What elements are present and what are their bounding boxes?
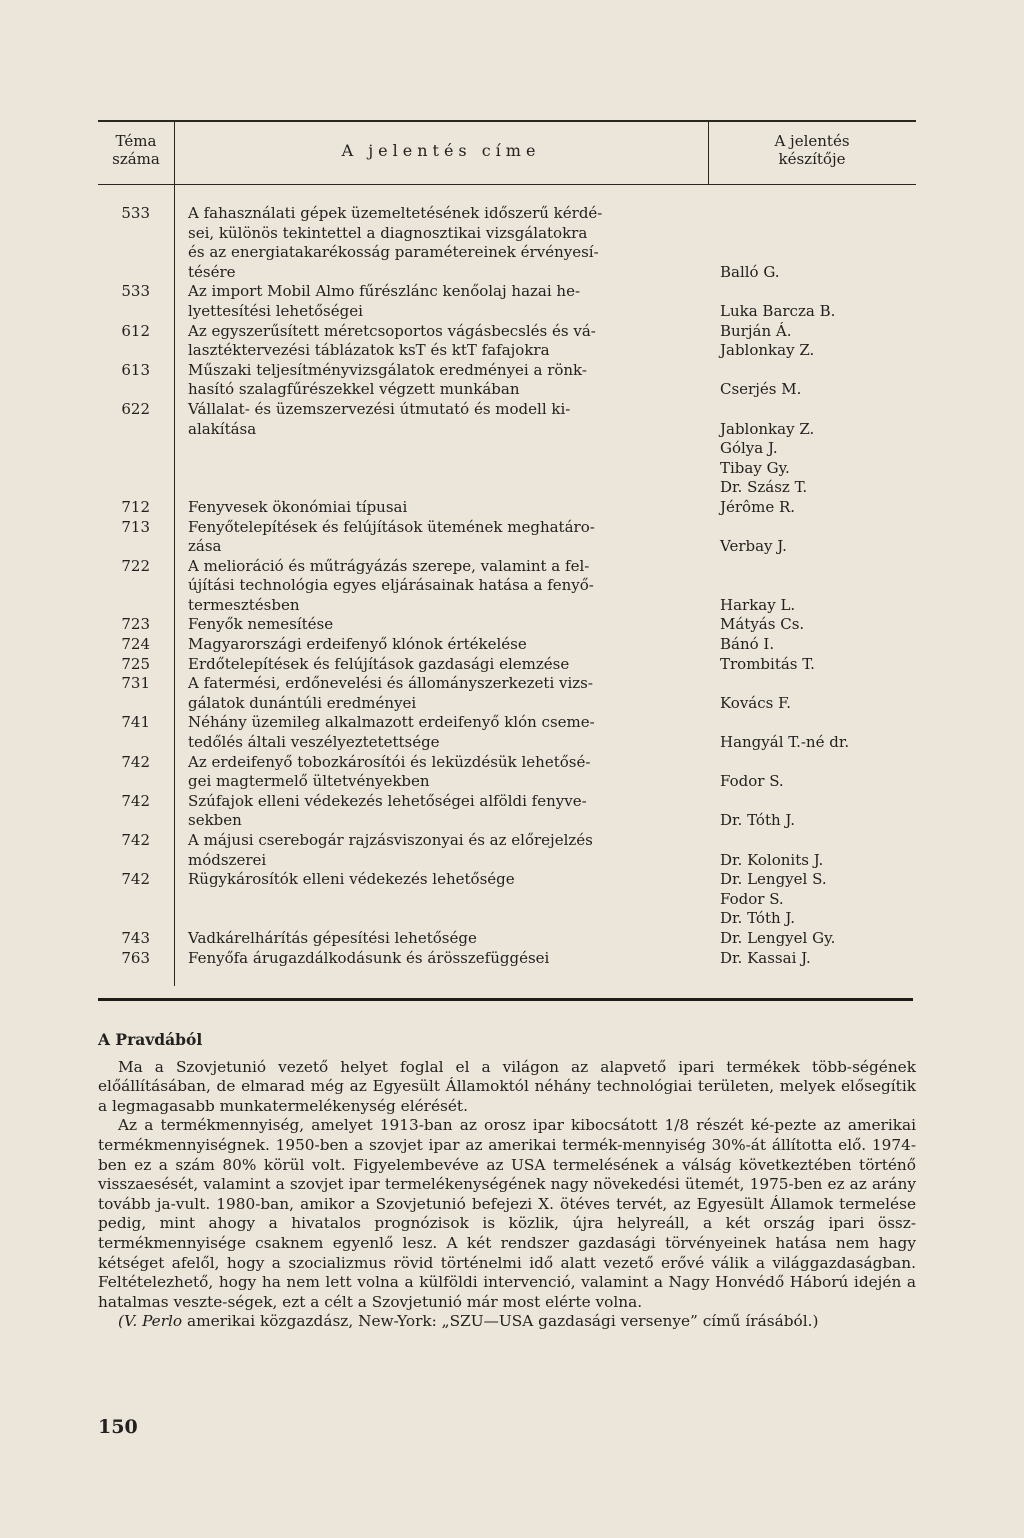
report-title-cell: Műszaki teljesítményvizsgálatok eredményei a rönk- hasító szalagfűrészekkel végzett munkában [188, 360, 587, 399]
table-row [98, 322, 916, 361]
report-author-cell: Cserjés M. [720, 380, 802, 399]
topic-number-cell: 533 [121, 204, 150, 222]
report-author-cell: Verbay J. [720, 537, 787, 556]
report-author-cell: Luka Barcza B. [720, 301, 836, 320]
report-author-cell: Hangyál T.-né dr. [720, 733, 850, 752]
topic-number-cell: 612 [121, 321, 150, 340]
report-author-cell: Dr. Lengyel Gy. [720, 928, 836, 947]
topic-number-cell: 742 [121, 791, 150, 810]
report-author-cell: Mátyás Cs. [720, 615, 805, 634]
report-author-cell: Trombitás T. [720, 654, 815, 673]
report-title-cell: Az egyszerűsített méretcsoportos vágásbecslés és vá- lasztéktervezési táblázatok ksT és ktT fafajokra [188, 321, 596, 360]
table-row [98, 674, 916, 713]
report-title-cell: Vadkárelhárítás gépesítési lehetősége [188, 928, 477, 947]
report-author-cell: Ballό G. [720, 262, 780, 281]
report-title-cell: Rügykárosítók elleni védekezés lehetősége [188, 870, 515, 889]
table-row [98, 870, 916, 929]
article-paragraph: Ma a Szovjetunió vezető helyet foglal el a világon az alapvető ipari termékek több-ségének előállításában, de elmarad még az Egyesült Államoktól néhány technológiai területen, melyek elősegítik a legmagasabb munkatermelékenység elérését. [98, 1057, 916, 1115]
topic-number-cell: 613 [121, 360, 150, 379]
table-body [98, 204, 916, 968]
table-row [98, 204, 916, 282]
header-topic-number: Téma száma [112, 132, 160, 168]
topic-number-cell: 743 [121, 928, 150, 947]
report-title-cell: Szúfajok elleni védekezés lehetőségei alföldi fenyve- sekben [188, 791, 587, 830]
report-title-cell: Magyarországi erdeifenyő klónok értékelése [188, 635, 527, 654]
report-title-cell: A fatermési, erdőnevelési és állományszerkezeti vizs- gálatok dunántúli eredményei [188, 674, 593, 712]
table-row [98, 282, 916, 321]
report-author-cell: Jérôme R. [720, 497, 796, 516]
topic-number-cell: 742 [121, 831, 150, 849]
report-author-cell: Dr. Lengyel S. Fodor S. Dr. Tóth J. [720, 870, 827, 928]
topic-number-cell: 763 [121, 948, 150, 967]
article-citation [98, 1312, 916, 1332]
table-bottom-rule [98, 998, 913, 1001]
report-title-cell: Az import Mobil Almo fűrészlánc kenőolaj hazai he- lyettesítési lehetőségei [188, 282, 581, 320]
table-row [98, 400, 916, 498]
report-title-cell: Néhány üzemileg alkalmazott erdeifenyő klón cseme- tedőlés általi veszélyeztetettsége [188, 713, 595, 752]
report-author-cell: Fodor S. [720, 772, 784, 791]
table-top-rule [98, 120, 916, 122]
article [98, 1030, 916, 1332]
topic-number-cell: 742 [121, 752, 150, 771]
report-title-cell: Az erdeifenyő tobozkárosítói és leküzdésük lehetősé- gei magtermelő ültetvényekben [188, 752, 591, 791]
table-row [98, 498, 916, 518]
table-row [98, 635, 916, 655]
topic-number-cell: 622 [121, 399, 150, 418]
report-author-cell: Bánó I. [720, 635, 775, 654]
table-row [98, 831, 916, 870]
table-row [98, 949, 916, 969]
report-title-cell: A májusi cserebogár rajzásviszonyai és az előrejelzés módszerei [188, 831, 593, 869]
table-row [98, 753, 916, 792]
table-row [98, 518, 916, 557]
table-row [98, 655, 916, 675]
table-row [98, 557, 916, 616]
report-title-cell: Fenyvesek ökonómiai típusai [188, 497, 408, 516]
report-title-cell: A fahasználati gépek üzemeltetésének időszerű kérdé- sei, különös tekintettel a diagnosztikai vizsgálatokra és az energiatakarékosság paramétereinek érvényesí- tésére [188, 204, 603, 281]
table-row [98, 615, 916, 635]
citation-author: (V. Perlo [118, 1312, 183, 1331]
table-row [98, 792, 916, 831]
citation-text: amerikai közgazdász, New-York: „SZU—USA gazdasági versenye” című írásából.) [182, 1312, 819, 1331]
topic-number-cell: 724 [121, 635, 150, 654]
report-author-cell: Dr. Tóth J. [720, 811, 796, 830]
topic-number-cell: 731 [121, 674, 150, 693]
report-title-cell: Fenyőfa árugazdálkodásunk és árösszefüggései [188, 948, 550, 967]
article-heading: A Pravdából [98, 1030, 203, 1049]
topic-number-cell: 722 [121, 556, 150, 575]
table-row [98, 361, 916, 400]
report-title-cell: Fenyők nemesítése [188, 615, 334, 634]
report-author-cell: Dr. Kolonits J. [720, 850, 824, 869]
report-title-cell: A melioráció és műtrágyázás szerepe, valamint a fel- újítási technológia egyes eljárásainak hatása a fenyő- termesztésben [188, 556, 594, 614]
report-author-cell: Dr. Kassai J. [720, 948, 811, 967]
report-author-cell: Burján Á. Jablonkay Z. [720, 321, 815, 360]
report-title-cell: Fenyőtelepítések és felújítások ütemének meghatáro- zása [188, 517, 595, 556]
report-author-cell: Jablonkay Z. Gólya J. Tibay Gy. Dr. Szász T. [720, 419, 815, 497]
table-row [98, 929, 916, 949]
header-report-author: A jelentés készítője [774, 132, 850, 168]
page-number: 150 [98, 1416, 138, 1438]
table-header-rule [98, 184, 916, 185]
topic-number-cell: 712 [121, 497, 150, 516]
report-title-cell: Erdőtelepítések és felújítások gazdasági elemzése [188, 654, 570, 673]
article-paragraph: Az a termékmennyiség, amelyet 1913-ban az orosz ipar kibocsátott 1/8 részét ké-pezte az amerikai termékmennyiségnek. 1950-ben a szovjet ipar az amerikai termék-mennyiség 30%-át állította elő. 1974-ben ez a szám 80% körül volt. Figyelembevéve az USA termelésének a válság következtében történő visszaesését, valamint a szovjet ipar termelékenységének nagy növekedési ütemét, 1975-ben ez az arány tovább ja-vult. 1980-ban, amikor a Szovjetunió befejezi X. ötéves tervét, az Egyesült Államok termelése pedig, mint ahogy a hivatalos prognózisok is közlik, újra helyreáll, a két ország ipari össz-termékmennyisége csaknem egyenlő lesz. A két rendszer gazdasági törvényeinek hatása nem hagy kétséget afelől, hogy a szocializmus rövid történelmi idő alatt vezető erővé válik a világgazdaságban. Feltételezhető, hogy ha nem lett volna a külföldi intervenció, valamint a Nagy Honvédő Háború idején a hatalmas veszte-ségek, ezt a célt a Szovjetunió már most elérte volna. [98, 1116, 916, 1311]
topic-number-cell: 723 [121, 615, 150, 634]
topic-number-cell: 741 [121, 713, 150, 732]
topic-number-cell: 725 [121, 654, 150, 673]
header-report-title: A jelentés címe [341, 141, 541, 160]
topic-number-cell: 533 [121, 282, 150, 301]
topic-number-cell: 742 [121, 870, 150, 889]
report-title-cell: Vállalat- és üzemszervezési útmutató és modell ki- alakítása [188, 399, 571, 438]
topic-number-cell: 713 [121, 517, 150, 536]
report-author-cell: Harkay L. [720, 595, 796, 614]
table-row [98, 713, 916, 752]
report-author-cell: Kovács F. [720, 693, 791, 712]
